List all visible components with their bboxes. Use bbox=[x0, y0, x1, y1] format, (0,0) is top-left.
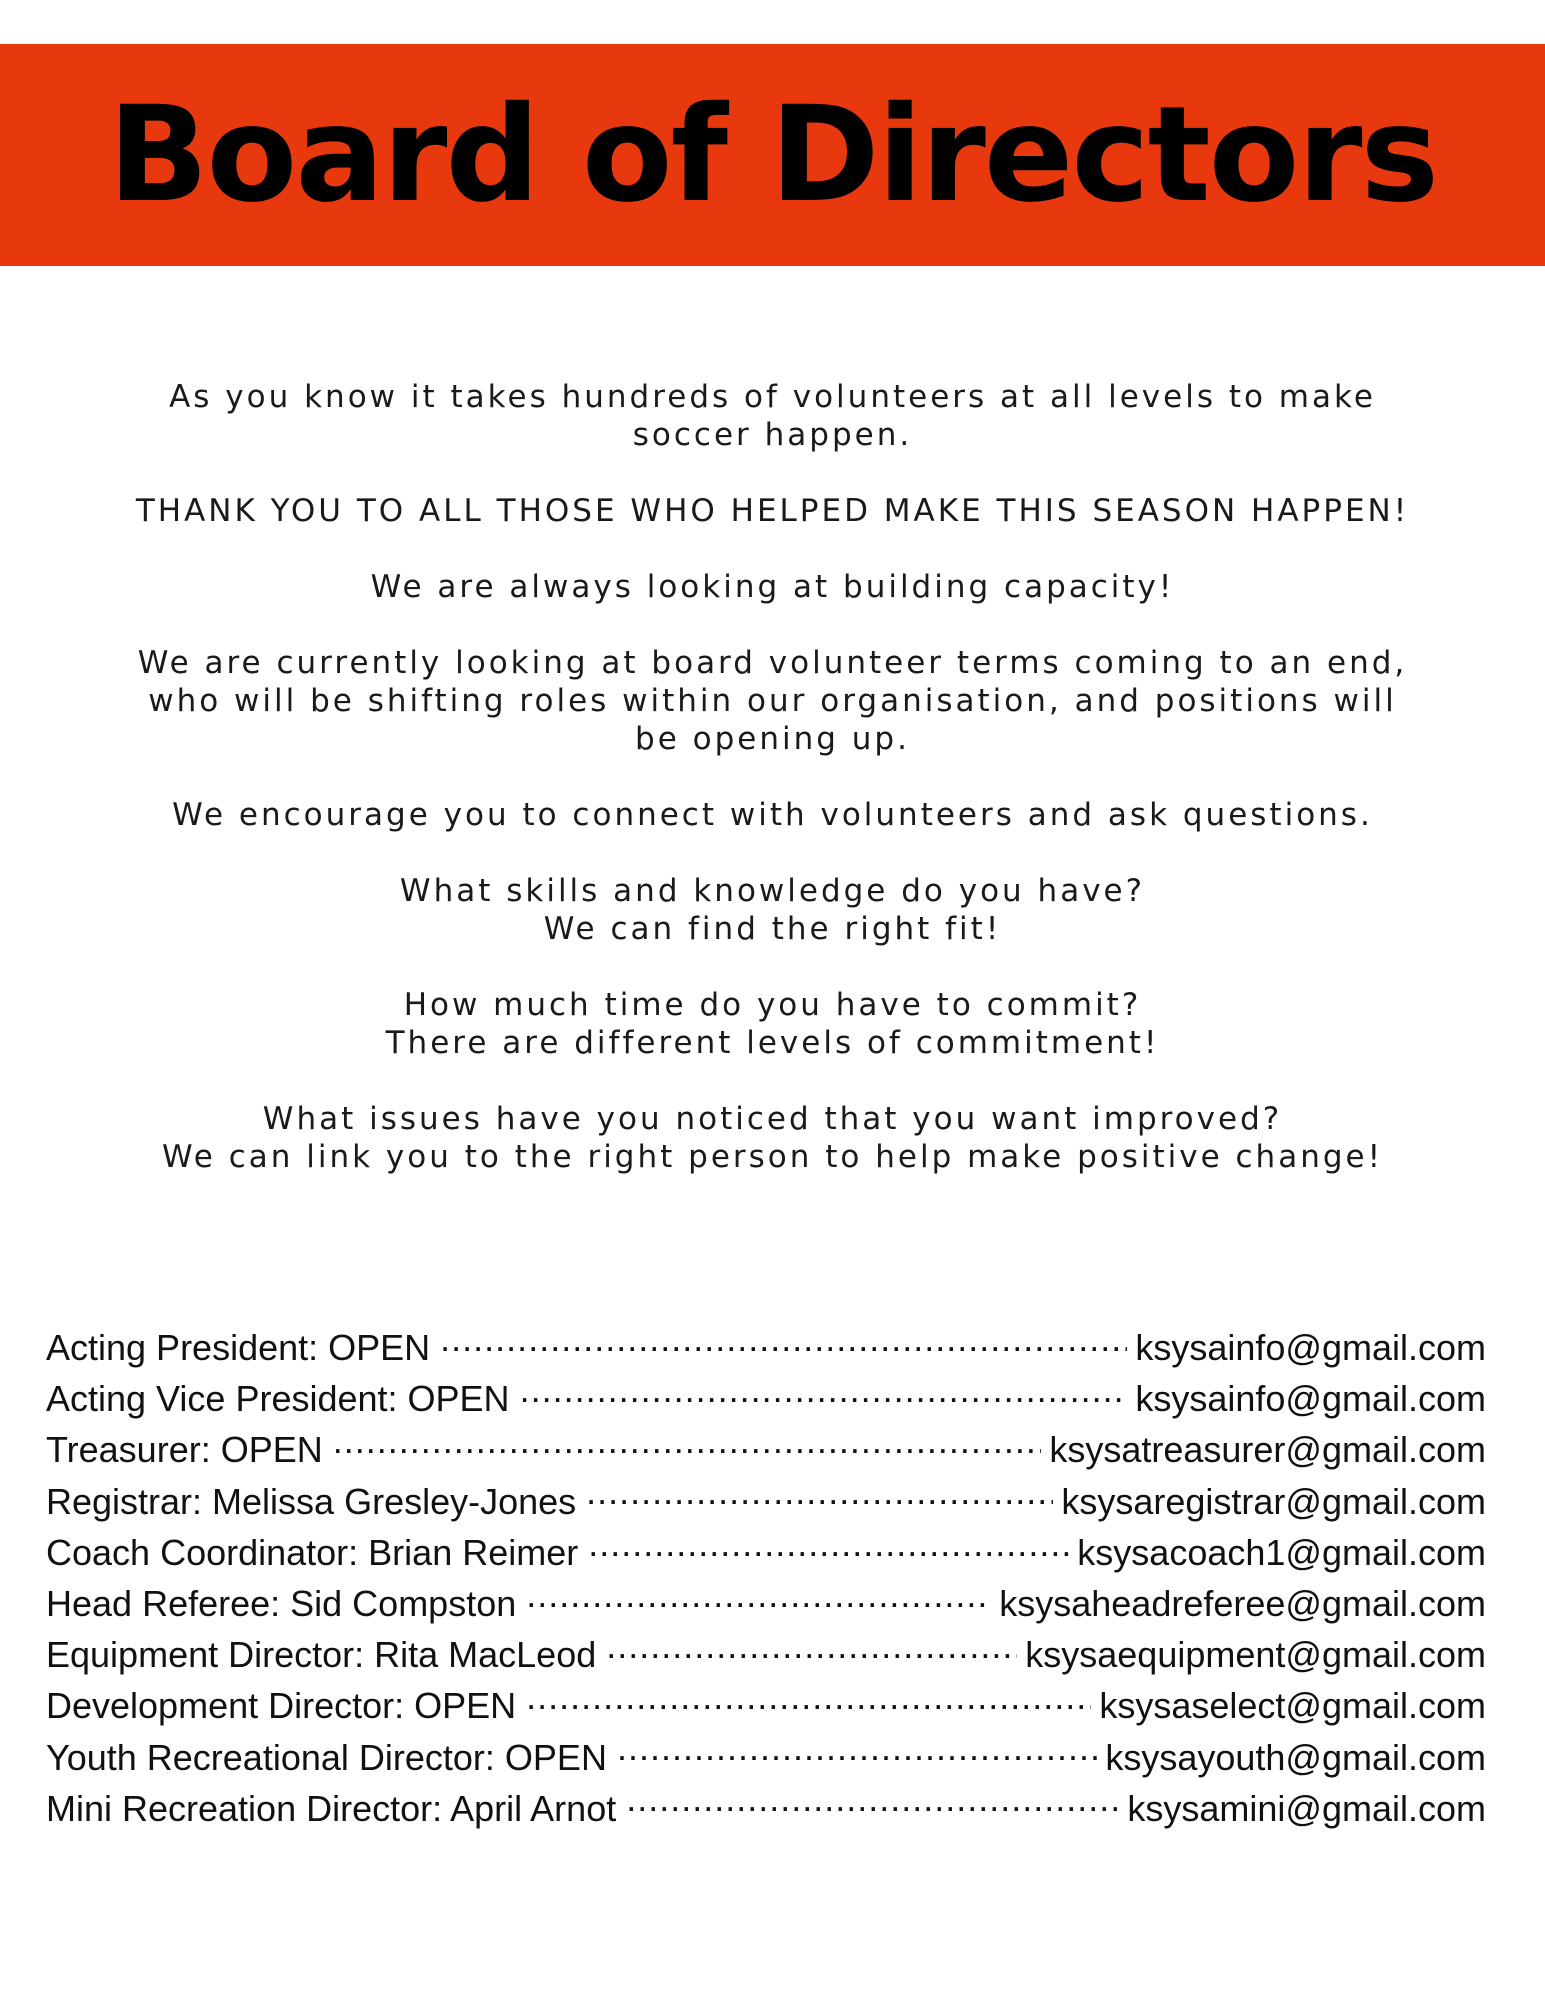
intro-line: We encourage you to connect with volunteers and ask questions. bbox=[172, 797, 1373, 833]
board-role: Treasurer: OPEN bbox=[46, 1429, 323, 1471]
intro-line: We can find the right fit! bbox=[543, 911, 1002, 947]
intro-line: be opening up. bbox=[635, 721, 910, 757]
directory-row bbox=[46, 1629, 1486, 1680]
intro-paragraph bbox=[100, 872, 1445, 948]
intro-message bbox=[100, 378, 1445, 1214]
contact-email[interactable]: ksysaheadreferee@gmail.com bbox=[999, 1582, 1486, 1624]
directory-row bbox=[46, 1527, 1486, 1578]
intro-line: who will be shifting roles within our organisation, and positions will bbox=[148, 683, 1397, 719]
contact-email[interactable]: ksysayouth@gmail.com bbox=[1105, 1736, 1486, 1778]
board-role: Head Referee: Sid Compston bbox=[46, 1582, 517, 1624]
directory-row bbox=[46, 1680, 1486, 1731]
board-directory-list bbox=[46, 1322, 1486, 1834]
directory-row bbox=[46, 1783, 1486, 1834]
directory-row bbox=[46, 1424, 1486, 1475]
intro-line: What skills and knowledge do you have? bbox=[399, 873, 1146, 909]
contact-email[interactable]: ksysacoach1@gmail.com bbox=[1077, 1531, 1486, 1573]
directory-row bbox=[46, 1322, 1486, 1373]
intro-line: There are different levels of commitment! bbox=[385, 1025, 1160, 1061]
dot-leader bbox=[606, 1631, 1017, 1667]
title-banner bbox=[0, 44, 1545, 266]
dot-leader bbox=[588, 1529, 1069, 1565]
intro-line: soccer happen. bbox=[632, 417, 913, 453]
dot-leader bbox=[617, 1734, 1097, 1770]
contact-email[interactable]: ksysaregistrar@gmail.com bbox=[1061, 1480, 1486, 1522]
contact-email[interactable]: ksysaequipment@gmail.com bbox=[1025, 1634, 1486, 1676]
intro-paragraph bbox=[100, 492, 1445, 530]
intro-paragraph bbox=[100, 1100, 1445, 1176]
dot-leader bbox=[626, 1785, 1119, 1821]
intro-paragraph bbox=[100, 568, 1445, 606]
dot-leader bbox=[526, 1682, 1091, 1718]
directory-row bbox=[46, 1578, 1486, 1629]
contact-email[interactable]: ksysainfo@gmail.com bbox=[1135, 1327, 1486, 1368]
intro-paragraph bbox=[100, 378, 1445, 454]
board-role: Development Director: OPEN bbox=[46, 1685, 517, 1727]
board-role: Equipment Director: Rita MacLeod bbox=[46, 1634, 597, 1676]
intro-paragraph bbox=[100, 644, 1445, 758]
board-role: Acting President: OPEN bbox=[46, 1327, 431, 1368]
intro-line: What issues have you noticed that you want improved? bbox=[262, 1101, 1283, 1137]
directory-row bbox=[46, 1373, 1486, 1424]
dot-leader bbox=[520, 1375, 1128, 1411]
board-role: Mini Recreation Director: April Arnot bbox=[46, 1787, 617, 1829]
contact-email[interactable]: ksysainfo@gmail.com bbox=[1135, 1378, 1486, 1420]
contact-email[interactable]: ksysaselect@gmail.com bbox=[1099, 1685, 1486, 1727]
intro-line: We are always looking at building capacity! bbox=[370, 569, 1175, 605]
intro-paragraph bbox=[100, 796, 1445, 834]
contact-email[interactable]: ksysatreasurer@gmail.com bbox=[1049, 1429, 1486, 1471]
board-role: Registrar: Melissa Gresley-Jones bbox=[46, 1480, 577, 1522]
intro-line: We can link you to the right person to help make positive change! bbox=[161, 1139, 1384, 1175]
board-role: Coach Coordinator: Brian Reimer bbox=[46, 1531, 579, 1573]
dot-leader bbox=[333, 1426, 1042, 1462]
page-title: Board of Directors bbox=[107, 78, 1438, 232]
board-role: Youth Recreational Director: OPEN bbox=[46, 1736, 607, 1778]
intro-paragraph bbox=[100, 986, 1445, 1062]
intro-line: As you know it takes hundreds of volunteers at all levels to make bbox=[169, 379, 1376, 415]
board-role: Acting Vice President: OPEN bbox=[46, 1378, 510, 1420]
dot-leader bbox=[586, 1478, 1053, 1514]
directory-row bbox=[46, 1476, 1486, 1527]
dot-leader bbox=[526, 1580, 991, 1616]
intro-line: We are currently looking at board volunteer terms coming to an end, bbox=[137, 645, 1408, 681]
intro-line: How much time do you have to commit? bbox=[403, 987, 1142, 1023]
intro-line: THANK YOU TO ALL THOSE WHO HELPED MAKE THIS SEASON HAPPEN! bbox=[135, 493, 1410, 529]
directory-row bbox=[46, 1732, 1486, 1783]
contact-email[interactable]: ksysamini@gmail.com bbox=[1127, 1787, 1486, 1829]
dot-leader bbox=[440, 1324, 1127, 1360]
